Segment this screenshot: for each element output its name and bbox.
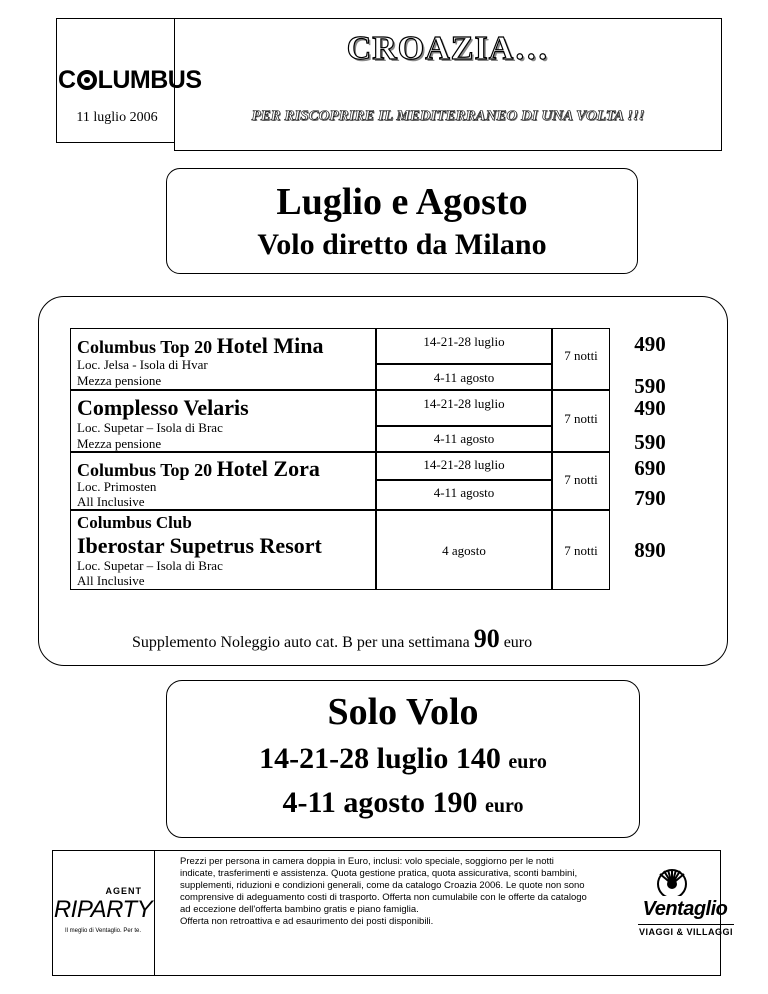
offer-price: 490: [634, 396, 666, 420]
columbus-logo: C LUMBUS: [58, 66, 202, 94]
banner-subtitle: Volo diretto da Milano: [257, 228, 547, 261]
offer-date-cell: [376, 426, 552, 452]
offer-date: 4-11 agosto: [433, 485, 495, 500]
supplement-line: [132, 624, 692, 654]
riparty-logo: RIPARTY: [53, 896, 153, 923]
offer-nights: 7 notti: [564, 543, 598, 558]
offer-date-cell: [376, 364, 552, 390]
disclaimer-text: Prezzi per persona in camera doppia in Euro, inclusi: volo speciale, soggiorno per le notti indicate, trasferimenti e assistenza. Quota gestione pratica, quota assicurativa, sconti bambini, supplementi, riduzioni e condizioni generali, come da catalogo Croazia 2006. Le quote non sono comprensive di adeguamento costi di trasporto. Offerta non cumulabile con le offerte da catalogo ad eccezione dell'offerta bambino gratis e piano famiglia. Offerta non retroattiva e ad esaurimento dei posti disponibili.: [180, 856, 587, 927]
offer-nights-cell: [552, 328, 610, 390]
offer-nights: 7 notti: [564, 348, 598, 363]
supplement-amount: 90: [473, 624, 500, 653]
flight-only-title: Solo Volo: [327, 691, 479, 733]
offer-price: 690: [634, 456, 666, 480]
offer-price: 790: [634, 486, 666, 510]
offer-board: Mezza pensione: [77, 436, 162, 451]
offer-date-cell: [376, 328, 552, 364]
offer-prefix: Columbus Club: [77, 513, 192, 532]
offer-date: 14-21-28 luglio: [423, 334, 505, 349]
offer-date-cell: [376, 390, 552, 426]
offer-date: 4-11 agosto: [433, 370, 495, 385]
flight-only-line: 4-11 agosto 190 euro: [282, 786, 524, 819]
offer-board: All Inclusive: [77, 494, 145, 509]
riparty-tagline: Il meglio di Ventaglio. Per te.: [64, 928, 142, 934]
offer-price: 590: [634, 430, 666, 454]
offer-price: 890: [634, 538, 666, 562]
offer-name: Iberostar Supetrus Resort: [77, 533, 322, 558]
offer-date: 14-21-28 luglio: [423, 457, 505, 472]
offer-date: 4-11 agosto: [433, 431, 495, 446]
offer-date: 14-21-28 luglio: [423, 396, 505, 411]
offer-date-cell: [376, 480, 552, 510]
offer-nights: 7 notti: [564, 411, 598, 426]
offer-nights-cell: [552, 510, 610, 590]
page-tagline: PER RISCOPRIRE IL MEDITERRANEO DI UNA VOLTA !!!: [251, 108, 645, 124]
supplement-text: Supplemento Noleggio auto cat. B per una settimana: [132, 634, 470, 651]
offer-location: Loc. Supetar – Isola di Brac: [77, 558, 223, 573]
offer-board: Mezza pensione: [77, 373, 162, 388]
agent-label: AGENT: [105, 886, 142, 896]
offer-date-cell: [376, 452, 552, 480]
banner-title: Luglio e Agosto: [276, 181, 528, 223]
ventaglio-logo: Ventaglio: [642, 898, 728, 920]
offer-nights: 7 notti: [564, 472, 598, 487]
offer-name: Complesso Velaris: [77, 395, 249, 420]
flight-only-line: 14-21-28 luglio 140 euro: [259, 742, 547, 775]
offer-nights-cell: [552, 452, 610, 510]
offer-nights-cell: [552, 390, 610, 452]
offer-hotel-cell: [70, 510, 376, 590]
offer-date-cell: [376, 510, 552, 590]
logo-globe-icon: [77, 70, 97, 90]
offer-location: Loc. Supetar – Isola di Brac: [77, 420, 223, 435]
offer-location: Loc. Primosten: [77, 479, 157, 494]
offer-location: Loc. Jelsa - Isola di Hvar: [77, 357, 208, 372]
page-title: CROAZIA…: [346, 30, 550, 67]
supplement-unit: euro: [503, 634, 533, 651]
offer-name: Columbus Top 20 Hotel Mina: [77, 333, 324, 358]
offer-hotel-cell: [70, 452, 376, 510]
ventaglio-fan-icon: [650, 862, 694, 896]
offer-price: 490: [634, 332, 666, 356]
offer-name: Columbus Top 20 Hotel Zora: [77, 456, 320, 481]
offer-hotel-cell: [70, 390, 376, 452]
offer-hotel-cell: [70, 328, 376, 390]
offer-date: 4 agosto: [442, 543, 486, 558]
offer-board: All Inclusive: [77, 573, 145, 588]
ventaglio-tagline: VIAGGI & VILLAGGI: [638, 924, 734, 937]
document-date: 11 luglio 2006: [76, 110, 158, 125]
offer-price: 590: [634, 374, 666, 398]
